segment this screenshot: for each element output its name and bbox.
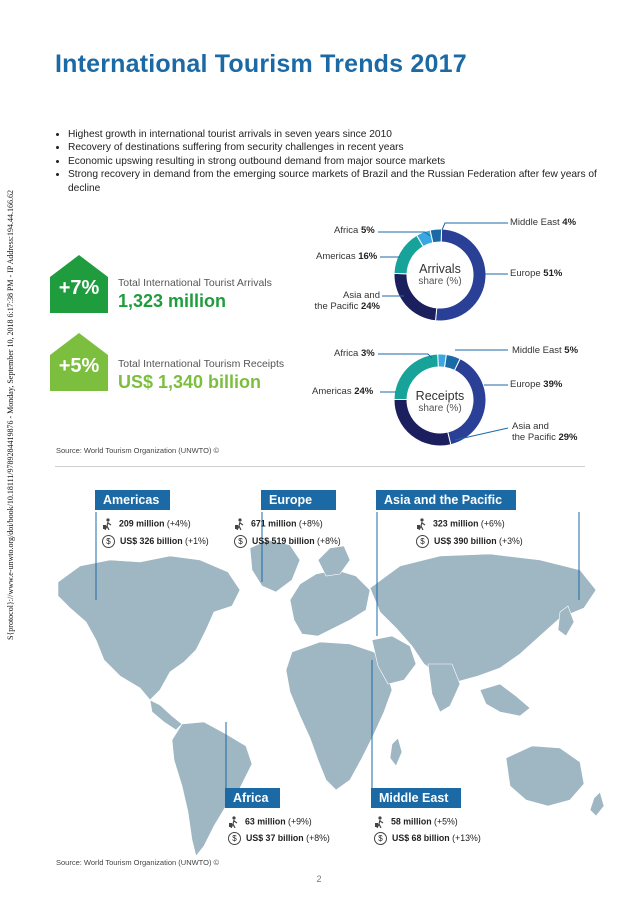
receipts-label-africa: Africa 3% <box>334 348 375 359</box>
map-europe <box>290 570 370 636</box>
map-india <box>428 664 460 712</box>
receipts-donut-title: Receipts <box>415 389 465 403</box>
map-central-america <box>150 700 182 730</box>
map-scandinavia <box>318 546 350 576</box>
map-southeast-asia <box>480 684 530 716</box>
traveler-icon <box>102 518 114 530</box>
page-number: 2 <box>316 874 322 884</box>
receipts-value: US$ 1,340 billion <box>118 372 262 392</box>
region-asia-arrivals: 323 million (+6%) <box>416 518 505 530</box>
map-australia <box>506 746 584 806</box>
receipts-growth-value: +5% <box>58 355 100 377</box>
source-note-bottom: Source: World Tourism Organization (UNWTO) © <box>56 858 220 867</box>
map-africa <box>286 642 392 790</box>
source-note-top: Source: World Tourism Organization (UNWTO) © <box>56 446 220 455</box>
region-americas-arrivals: 209 million (+4%) <box>102 518 191 530</box>
receipts-label: Total International Tourism Receipts <box>118 358 285 370</box>
traveler-icon <box>416 518 428 530</box>
region-header-europe: Europe <box>261 490 336 510</box>
arrivals-label-europe: Europe 51% <box>510 268 563 279</box>
region-asia-receipts: $ US$ 390 billion (+3%) <box>416 535 523 548</box>
region-americas-receipts: $ US$ 326 billion (+1%) <box>102 535 209 548</box>
download-note: S{protocol}://www.e-unwto.org/doi/book/10.18111/9789284419876 - Monday, September 10, 2018 6:17:38 PM - IP Address:194.44.166.62 <box>6 189 15 640</box>
highlight-item: • Strong recovery in demand from the emerging source markets of Brazil and the Russian Federation after few years of decline <box>68 168 613 195</box>
region-header-asia-pacific: Asia and the Pacific <box>376 490 516 510</box>
dollar-coin-icon: $ <box>228 832 241 845</box>
arrivals-donut-subtitle: share (%) <box>418 276 462 287</box>
highlight-item: • Recovery of destinations suffering from security challenges in recent years <box>68 141 613 154</box>
highlight-item: • Highest growth in international tourist arrivals in seven years since 2010 <box>68 128 613 141</box>
traveler-icon <box>234 518 246 530</box>
map-madagascar <box>390 738 402 766</box>
highlight-item: • Economic upswing resulting in strong outbound demand from major source markets <box>68 155 613 168</box>
dollar-coin-icon: $ <box>374 832 387 845</box>
arrivals-donut-title: Arrivals <box>419 262 461 276</box>
dollar-coin-icon: $ <box>234 535 247 548</box>
traveler-icon <box>374 816 386 828</box>
arrivals-label-middle-east: Middle East 4% <box>510 217 577 228</box>
receipts-label-europe: Europe 39% <box>510 379 563 390</box>
map-new-zealand <box>590 792 604 816</box>
region-header-middle-east: Middle East <box>371 788 461 808</box>
arrivals-label-africa: Africa 5% <box>334 225 375 236</box>
receipts-donut-subtitle: share (%) <box>418 403 462 414</box>
dollar-coin-icon: $ <box>416 535 429 548</box>
dollar-coin-icon: $ <box>102 535 115 548</box>
region-middle-east-receipts: $ US$ 68 billion (+13%) <box>374 832 481 845</box>
region-africa-receipts: $ US$ 37 billion (+8%) <box>228 832 330 845</box>
traveler-icon <box>228 816 240 828</box>
page-title: International Tourism Trends 2017 <box>55 50 467 78</box>
region-africa-arrivals: 63 million (+9%) <box>228 816 312 828</box>
arrivals-label: Total International Tourist Arrivals <box>118 277 272 289</box>
receipts-label-americas: Americas 24% <box>312 386 374 397</box>
receipts-label-asia: Asia and the Pacific 29% <box>512 421 578 443</box>
map-north-america <box>58 556 240 700</box>
region-europe-arrivals: 671 million (+8%) <box>234 518 323 530</box>
arrivals-label-americas: Americas 16% <box>316 251 378 262</box>
arrivals-value: 1,323 million <box>118 291 227 311</box>
region-header-africa: Africa <box>225 788 280 808</box>
receipts-label-middle-east: Middle East 5% <box>512 345 579 356</box>
arrivals-growth-value: +7% <box>58 277 100 299</box>
region-header-americas: Americas <box>95 490 170 510</box>
region-middle-east-arrivals: 58 million (+5%) <box>374 816 458 828</box>
arrivals-label-asia: Asia and the Pacific 24% <box>314 290 380 312</box>
region-europe-receipts: $ US$ 519 billion (+8%) <box>234 535 341 548</box>
